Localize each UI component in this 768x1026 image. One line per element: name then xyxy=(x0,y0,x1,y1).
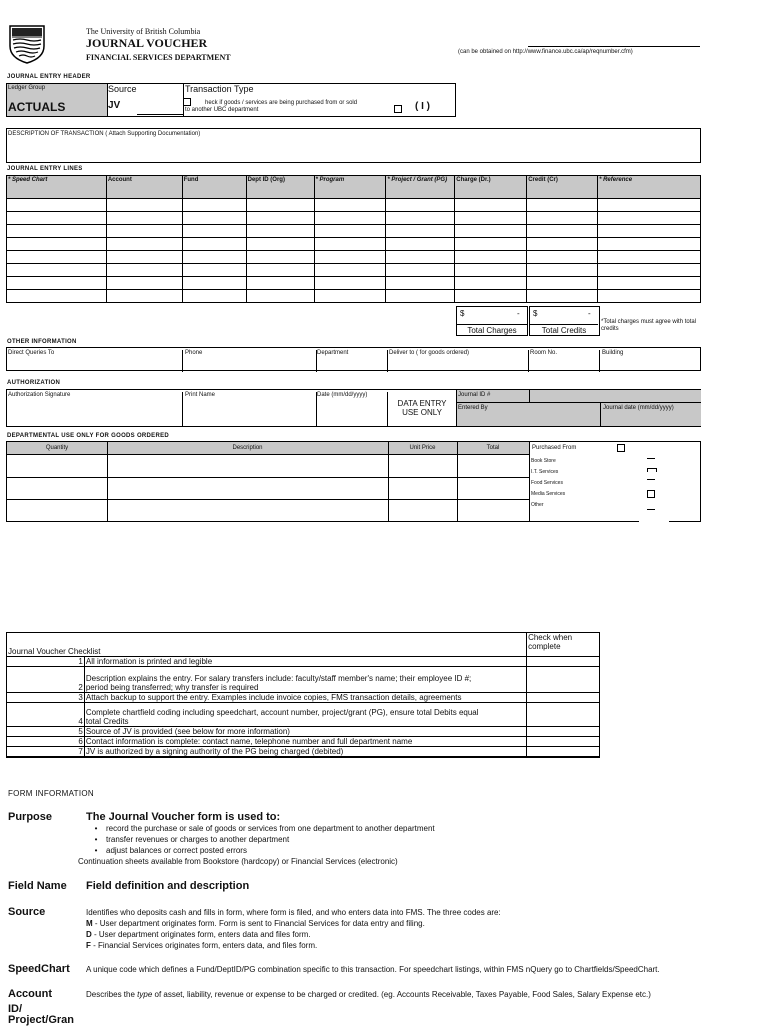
table-row[interactable] xyxy=(7,290,701,303)
checklist-check-cell[interactable] xyxy=(527,693,600,703)
option-it-services: I.T. Services xyxy=(531,469,559,475)
table-row[interactable] xyxy=(7,212,701,225)
list-item: • record the purchase or sale of goods or services from one department to another department xyxy=(86,823,435,834)
purpose-heading: The Journal Voucher form is used to: xyxy=(86,811,281,823)
ledger-group-value[interactable]: ACTUALS xyxy=(8,100,66,114)
journal-date-divider xyxy=(600,402,601,426)
purchased-from-label: Purchased From xyxy=(532,445,577,451)
journal-id-divider xyxy=(529,390,530,402)
it-services-checkbox[interactable] xyxy=(647,468,657,472)
checklist-item: 7 JV is authorized by a signing authority of the PG being charged (debited) xyxy=(7,747,600,758)
goods-divider-2 xyxy=(388,442,389,521)
purchased-from-checkbox[interactable] xyxy=(617,444,625,452)
source-info-label: Source xyxy=(8,906,46,918)
signature-field[interactable]: Authorization Signature xyxy=(8,392,183,426)
goods-divider-3 xyxy=(457,442,458,521)
table-row[interactable] xyxy=(7,264,701,277)
total-credits-dash: - xyxy=(588,309,591,318)
other-checkbox[interactable] xyxy=(647,509,655,510)
field-definition-heading: Field definition and description xyxy=(86,880,250,892)
transaction-type-label: Transaction Type xyxy=(185,84,254,94)
col-account: Account xyxy=(106,176,182,199)
description-label: DESCRIPTION OF TRANSACTION ( Attach Supporting Documentation) xyxy=(8,131,201,137)
entry-header-label: JOURNAL ENTRY HEADER xyxy=(7,74,91,80)
table-row[interactable] xyxy=(7,225,701,238)
description-box[interactable] xyxy=(6,128,701,163)
authorization-row-divider xyxy=(457,402,701,403)
transaction-checkbox[interactable] xyxy=(183,98,191,106)
data-entry-label-2: USE ONLY xyxy=(402,408,442,417)
source-underline xyxy=(137,114,183,115)
field-name-label: Field Name xyxy=(8,880,67,892)
check-when-complete-header: Check when complete xyxy=(527,633,600,657)
col-charge: Charge (Dr.) xyxy=(455,176,527,199)
goods-divider-1 xyxy=(107,442,108,521)
checklist-check-cell[interactable] xyxy=(527,703,600,727)
data-entry-label-1: DATA ENTRY xyxy=(397,399,447,408)
col-project-grant: * Project / Grant (PG) xyxy=(386,176,455,199)
authorization-box xyxy=(6,389,701,427)
print-name-field[interactable]: Print Name xyxy=(185,392,317,426)
goods-row-line xyxy=(7,499,529,500)
purchased-from-gray-strip xyxy=(639,448,669,522)
form-title: JOURNAL VOUCHER xyxy=(86,36,208,50)
deliver-to-field[interactable]: Deliver to ( for goods ordered) xyxy=(389,350,529,372)
obtain-url-note: (can be obtained on http://www.finance.ubc.ca/ap/reqnumber.cfm) xyxy=(458,49,633,55)
indicator-checkbox[interactable] xyxy=(394,105,402,113)
ledger-group-label: Ledger Group xyxy=(8,85,46,91)
department-field[interactable]: Department xyxy=(317,350,388,372)
phone-field[interactable]: Phone xyxy=(185,350,317,372)
speedchart-label: SpeedChart xyxy=(8,963,70,975)
source-code-d: D - User department originates form, enters data and files form. xyxy=(86,930,311,939)
goods-col-total: Total xyxy=(486,445,500,451)
source-description: Identifies who deposits cash and fills in form, where form is filed, and who enters data into FMS. The three codes are: xyxy=(86,908,501,917)
other-info-label: OTHER INFORMATION xyxy=(7,339,77,345)
goods-label: DEPARTMENTAL USE ONLY FOR GOODS ORDERED xyxy=(7,433,170,439)
table-row[interactable] xyxy=(7,251,701,264)
date-field[interactable]: Date (mm/dd/yyyy) xyxy=(317,392,388,426)
checklist-item: 6 Contact information is complete: contact name, telephone number and full department name xyxy=(7,737,600,747)
direct-queries-field[interactable]: Direct Queries To xyxy=(8,350,183,372)
media-services-checkbox[interactable] xyxy=(647,490,655,498)
source-cell xyxy=(107,84,184,116)
goods-box xyxy=(6,441,701,522)
option-other: Other xyxy=(531,502,544,508)
checklist-item: 4 Complete chartfield coding including speedchart, account number, project/grant (PG), ensure total Debits equal total Credits xyxy=(7,703,600,727)
total-credits-label: Total Credits xyxy=(530,324,598,335)
checklist-table xyxy=(6,632,600,758)
checklist-title: Journal Voucher Checklist xyxy=(7,633,527,657)
checklist-item: 1 All information is printed and legible xyxy=(7,657,600,667)
speedchart-description: A unique code which defines a Fund/DeptID/PG combination specific to this transaction. For speedchart listings, within FMS nQuery go to Chartfields/SpeedChart. xyxy=(86,965,660,974)
table-row[interactable] xyxy=(7,238,701,251)
food-services-checkbox[interactable] xyxy=(647,479,655,480)
data-entry-gray-area xyxy=(456,390,701,426)
option-book-store: Book Store xyxy=(531,458,556,464)
department-name: FINANCIAL SERVICES DEPARTMENT xyxy=(86,53,231,62)
checklist-item: 3 Attach backup to support the entry. Examples include invoice copies, FMS transaction details, agreements xyxy=(7,693,600,703)
other-info-box xyxy=(6,347,701,371)
transaction-check-text-1: heck if goods / services are being purchased from or sold xyxy=(205,100,358,106)
purpose-label: Purpose xyxy=(8,811,53,823)
goods-col-unit-price: Unit Price xyxy=(409,445,436,451)
table-row[interactable] xyxy=(7,199,701,212)
source-value[interactable]: JV xyxy=(108,100,121,111)
goods-divider-4 xyxy=(529,442,530,521)
id-label: ID/ xyxy=(8,1003,23,1015)
col-fund: Fund xyxy=(182,176,246,199)
room-no-field[interactable]: Room No. xyxy=(530,350,600,372)
account-description: Describes the type of asset, liability, revenue or expense to be charged or credited. (eg. Accounts Receivable, Taxes Payable, Food Sales, Salary Expense etc.) xyxy=(86,990,651,999)
list-item: • transfer revenues or charges to another department xyxy=(86,834,435,845)
building-field[interactable]: Building xyxy=(602,350,624,356)
journal-lines-table xyxy=(6,175,701,303)
checklist-check-cell[interactable] xyxy=(527,747,600,758)
col-credit: Credit (Cr) xyxy=(527,176,598,199)
total-credits-box[interactable] xyxy=(529,306,600,336)
account-label: Account xyxy=(8,988,52,1000)
transaction-type-cell xyxy=(183,84,455,116)
option-media-services: Media Services xyxy=(531,491,566,497)
book-store-checkbox[interactable] xyxy=(647,458,655,459)
option-food-services: Food Services xyxy=(531,480,563,486)
goods-row-line xyxy=(7,477,529,478)
checklist-check-cell[interactable] xyxy=(527,737,600,747)
purpose-bullets xyxy=(86,823,435,856)
entry-lines-label: JOURNAL ENTRY LINES xyxy=(7,166,83,172)
source-label: Source xyxy=(108,84,137,94)
total-credits-value: $ xyxy=(533,309,538,318)
journal-date-field[interactable]: Journal date (mm/dd/yyyy) xyxy=(603,405,674,411)
ubc-crest-logo xyxy=(8,24,46,64)
project-grant-label: Project/Gran xyxy=(8,1014,75,1026)
col-speed-chart: * Speed Chart xyxy=(7,176,107,199)
col-reference: * Reference xyxy=(598,176,701,199)
checklist-header-row xyxy=(7,633,600,657)
checklist-check-cell[interactable] xyxy=(527,657,600,667)
col-dept-id: Dept ID (Org) xyxy=(246,176,314,199)
reference-number-line[interactable] xyxy=(528,46,700,47)
col-program: * Program xyxy=(314,176,386,199)
goods-col-quantity: Quantity xyxy=(45,445,69,451)
list-item: • adjust balances or correct posted errors xyxy=(86,845,435,856)
entry-header-box xyxy=(6,83,456,117)
form-info-label: FORM INFORMATION xyxy=(8,789,94,798)
authorization-label: AUTHORIZATION xyxy=(7,380,61,386)
total-charges-dash: - xyxy=(517,309,520,318)
total-charges-label: Total Charges xyxy=(457,324,527,335)
entered-by-field[interactable]: Entered By xyxy=(458,405,488,411)
totals-note: *Total charges must agree with total credits xyxy=(601,319,697,332)
continuation-note: Continuation sheets available from Bookstore (hardcopy) or Financial Services (electronic) xyxy=(78,857,398,866)
total-charges-box[interactable] xyxy=(456,306,528,336)
indicator-label: ( I ) xyxy=(415,101,430,112)
total-charges-value: $ xyxy=(460,309,465,318)
table-row[interactable] xyxy=(7,277,701,290)
ledger-group-cell xyxy=(7,84,108,116)
checklist-item: 2 Description explains the entry. For salary transfers include: faculty/staff member's name; their employee ID #; period being transferred; why transfer is required xyxy=(7,667,600,693)
transaction-check-text-2: to another UBC department xyxy=(185,107,259,113)
goods-col-description: Description xyxy=(232,445,263,451)
checklist-check-cell[interactable] xyxy=(527,667,600,693)
source-code-m: M - User department originates form. Form is sent to Financial Services for data entry and filing. xyxy=(86,919,425,928)
checklist-item: 5 Source of JV is provided (see below for more information) xyxy=(7,727,600,737)
journal-id-field[interactable]: Journal ID # xyxy=(458,392,491,398)
checklist-check-cell[interactable] xyxy=(527,727,600,737)
source-code-f: F - Financial Services originates form, enters data, and files form. xyxy=(86,941,318,950)
university-name: The University of British Columbia xyxy=(86,27,201,36)
